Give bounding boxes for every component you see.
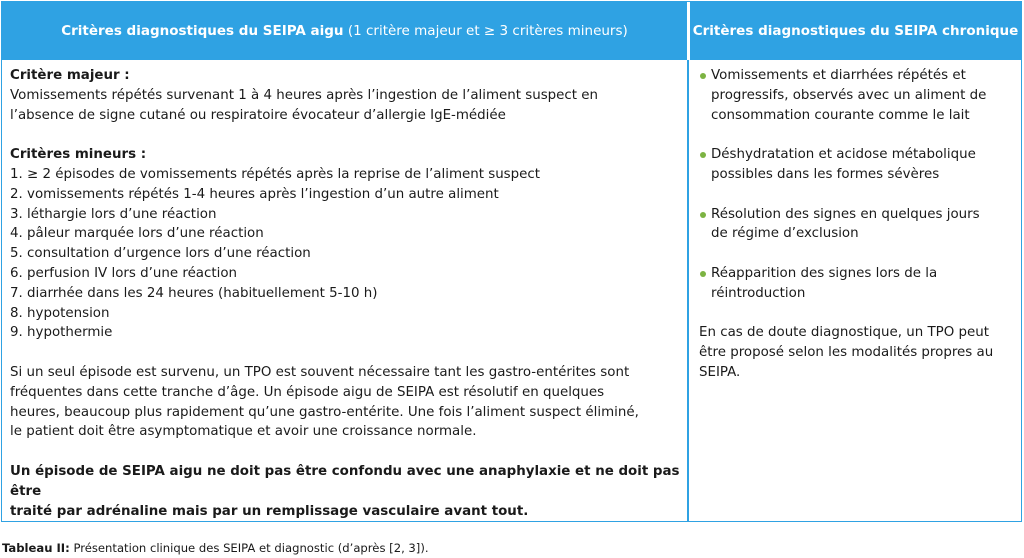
minor-criterion-item: 3. léthargie lors d’une réaction <box>10 206 217 222</box>
minor-criterion-item: 8. hypotension <box>10 305 110 321</box>
minor-criterion-item: 2. vomissements répétés 1-4 heures après l’ingestion d’un autre aliment <box>10 186 499 202</box>
caption-label: Tableau II: <box>2 541 70 555</box>
warning-line: traité par adrénaline mais par un remplissage vasculaire avant tout. <box>10 503 529 519</box>
explanation-line: fréquentes dans cette tranche d’âge. Un épisode aigu de SEIPA est résolutif en quelques <box>10 384 605 400</box>
major-criterion-title: Critère majeur : <box>10 68 130 83</box>
chronic-criterion-item: Réapparition des signes lors de la réintroduction <box>699 264 1017 304</box>
header-acute <box>2 2 687 60</box>
acute-criteria-column <box>10 66 680 521</box>
table-caption <box>2 541 429 555</box>
major-criterion-line: Vomissements répétés survenant 1 à 4 heures après l’ingestion de l’aliment suspect en <box>10 87 599 103</box>
column-divider <box>687 60 689 521</box>
chronic-criteria-column <box>699 66 1017 383</box>
caption-text: Présentation clinique des SEIPA et diagnostic (d’après [2, 3]). <box>69 541 429 555</box>
minor-criterion-item: 5. consultation d’urgence lors d’une réaction <box>10 246 311 262</box>
chronic-criterion-item: Déshydratation et acidose métabolique possibles dans les formes sévères <box>699 145 1017 185</box>
explanation-line: le patient doit être asymptomatique et avoir une croissance normale. <box>10 424 477 440</box>
table-header <box>2 2 1021 60</box>
explanation-line: Si un seul épisode est survenu, un TPO est souvent nécessaire tant les gastro-entérites sont <box>10 364 630 380</box>
bullet-dot-icon <box>700 73 706 79</box>
chronic-criterion-item: Vomissements et diarrhées répétés et progressifs, observés avec un aliment de consommation courante comme le lait <box>699 66 1017 125</box>
minor-criterion-item: 9. hypothermie <box>10 325 113 341</box>
closing-note: En cas de doute diagnostique, un TPO peut être proposé selon les modalités propres au SEIPA. <box>699 325 994 380</box>
header-acute-title: Critères diagnostiques du SEIPA aigu <box>61 23 344 39</box>
minor-criterion-item: 6. perfusion IV lors d’une réaction <box>10 265 238 281</box>
warning-line: Un épisode de SEIPA aigu ne doit pas être confondu avec une anaphylaxie et ne doit pas être <box>10 463 680 499</box>
major-criterion-line: l’absence de signe cutané ou respiratoire évocateur d’allergie IgE-médiée <box>10 107 506 123</box>
minor-criterion-item: 4. pâleur marquée lors d’une réaction <box>10 226 264 242</box>
minor-criterion-item: 7. diarrhée dans les 24 heures (habituellement 5-10 h) <box>10 285 378 301</box>
bullet-dot-icon <box>700 212 706 218</box>
chronic-criterion-item: Résolution des signes en quelques jours de régime d’exclusion <box>699 205 1017 245</box>
minor-criteria-title: Critères mineurs : <box>10 147 147 163</box>
header-chronic: Critères diagnostiques du SEIPA chronique <box>692 23 1019 39</box>
explanation-line: heures, beaucoup plus rapidement qu’une gastro-entérite. Une fois l’aliment suspect éliminé, <box>10 404 639 420</box>
header-acute-note: (1 critère majeur et ≥ 3 critères mineurs) <box>343 23 628 39</box>
bullet-dot-icon <box>700 152 706 158</box>
bullet-dot-icon <box>700 271 706 277</box>
minor-criterion-item: 1. ≥ 2 épisodes de vomissements répétés après la reprise de l’aliment suspect <box>10 166 541 182</box>
diagnostic-criteria-table <box>1 1 1022 522</box>
